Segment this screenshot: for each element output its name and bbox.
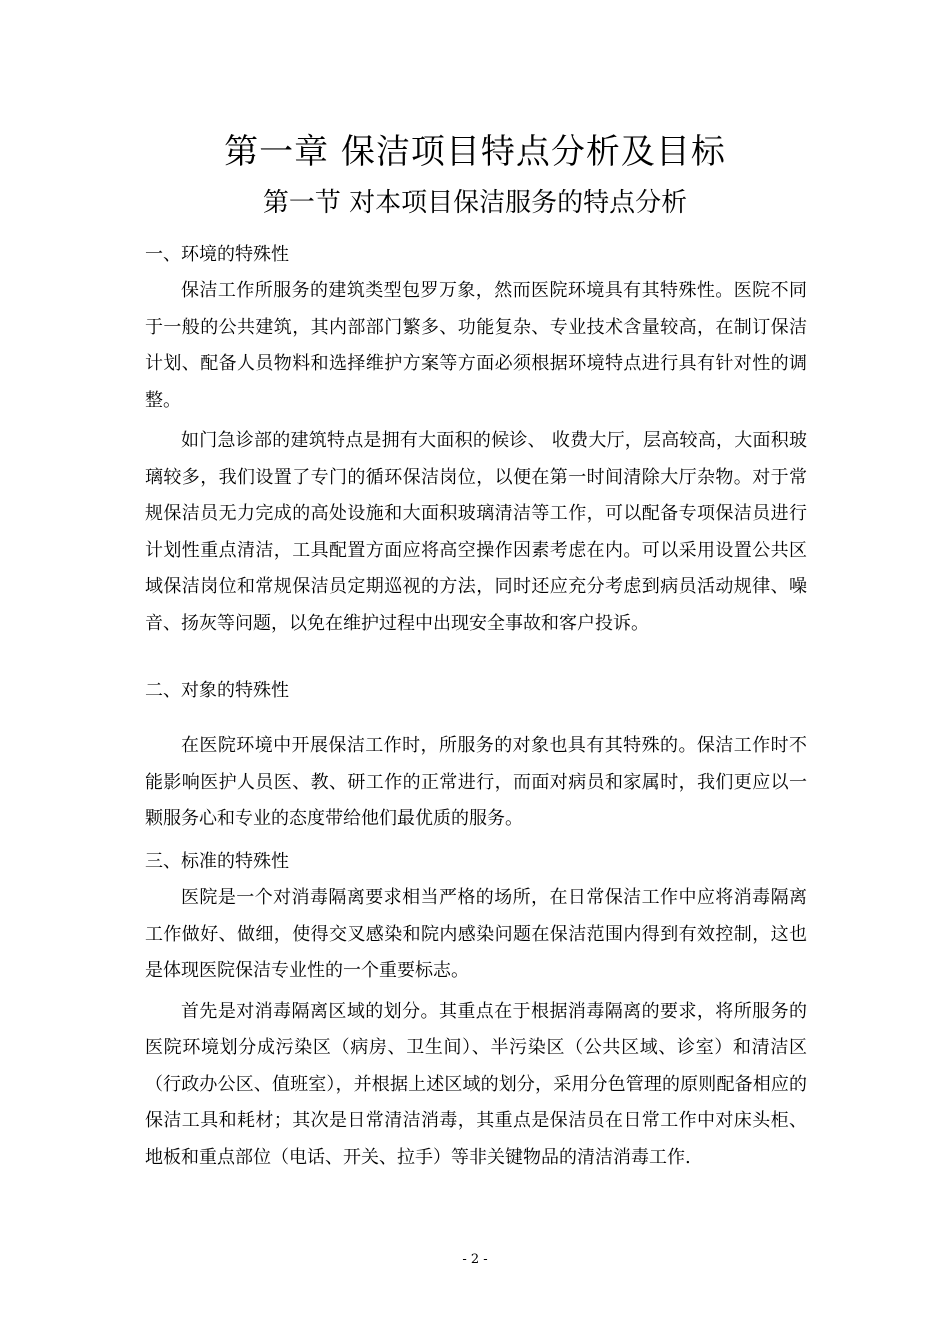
paragraph-group-environment: [145, 273, 807, 642]
paragraph: 首先是对消毒隔离区域的划分。其重点在于根据消毒隔离的要求，将所服务的医院环境划分成污染区（病房、卫生间）、半污染区（公共区域、诊室）和清洁区（行政办公区、值班室），并根据上述区域的划分，采用分色管理的原则配备相应的保洁工具和耗材；其次是日常清洁消毒，其重点是保洁员在日常工作中对床头柜、地板和重点部位（电话、开关、拉手）等非关键物品的清洁消毒工作.: [145, 1000, 807, 1168]
paragraph: 保洁工作所服务的建筑类型包罗万象，然而医院环境具有其特殊性。医院不同于一般的公共建筑，其内部部门繁多、功能复杂、专业技术含量较高，在制订保洁计划、配备人员物料和选择维护方案等方面必须根据环境特点进行具有针对性的调整。: [145, 280, 807, 411]
heading-standard: 三、标准的特殊性: [145, 851, 289, 872]
heading-object: 二、对象的特殊性: [145, 680, 289, 701]
paragraph: 在医院环境中开展保洁工作时，所服务的对象也具有其特殊的。保洁工作时不能影响医护人员医、教、研工作的正常进行，而面对病员和家属时，我们更应以一颗服务心和专业的态度带给他们最优质的服务。: [145, 735, 807, 829]
paragraph: 医院是一个对消毒隔离要求相当严格的场所，在日常保洁工作中应将消毒隔离工作做好、做细，使得交叉感染和院内感染问题在保洁范围内得到有效控制，这也是体现医院保洁专业性的一个重要标志。: [145, 887, 807, 981]
paragraph: 如门急诊部的建筑特点是拥有大面积的候诊、 收费大厅，层高较高，大面积玻璃较多，我们设置了专门的循环保洁岗位，以便在第一时间清除大厅杂物。对于常规保洁员无力完成的高处设施和大面积玻璃清洁等工作，可以配备专项保洁员进行计划性重点清洁，工具配置方面应将高空操作因素考虑在内。可以采用设置公共区域保洁岗位和常规保洁员定期巡视的方法，同时还应充分考虑到病员活动规律、噪音、扬灰等问题，以免在维护过程中出现安全事故和客户投诉。: [145, 430, 807, 634]
chapter-title: 第一章 保洁项目特点分析及目标: [224, 132, 726, 172]
paragraph-group-object: [145, 728, 807, 838]
section-title: 第一节 对本项目保洁服务的特点分析: [262, 188, 688, 218]
paragraph-group-standard: [145, 880, 807, 1176]
page-number: - 2 -: [462, 1252, 488, 1267]
heading-environment: 一、环境的特殊性: [145, 244, 289, 265]
